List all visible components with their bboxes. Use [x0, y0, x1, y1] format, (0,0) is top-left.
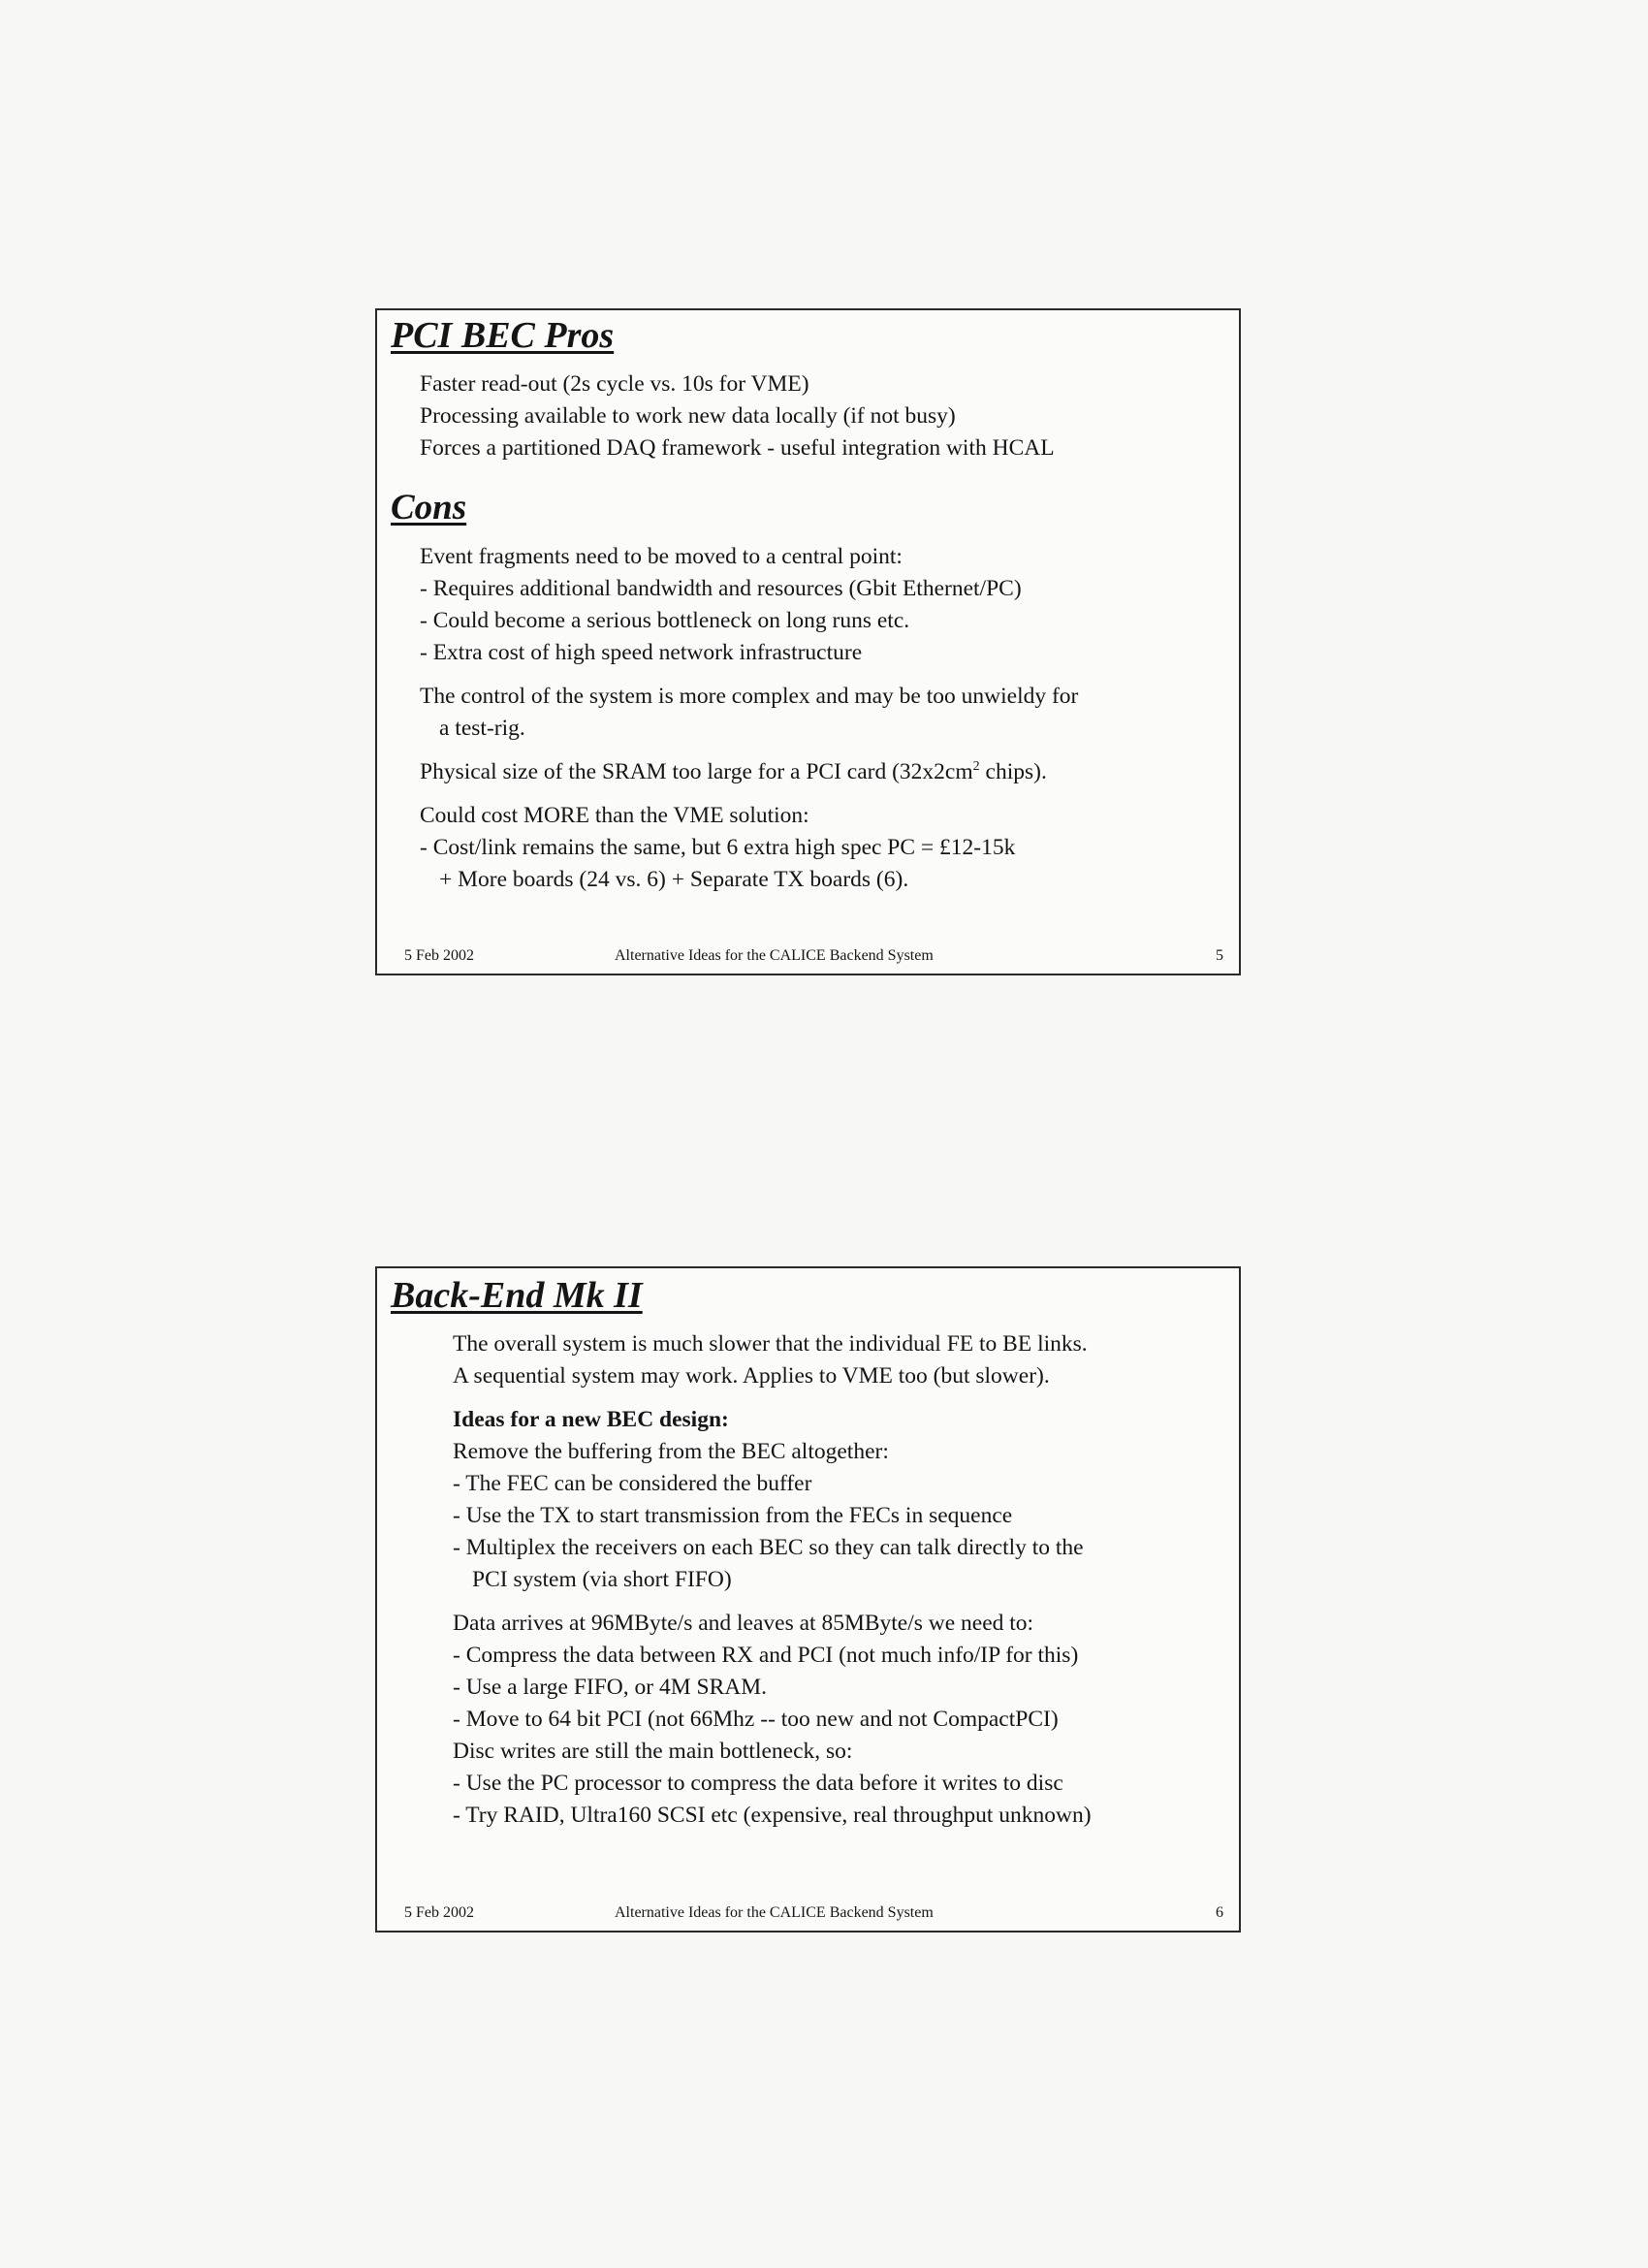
- pros-line: Processing available to work new data locally (if not busy): [420, 403, 956, 429]
- pros-line: Forces a partitioned DAQ framework - useful integration with HCAL: [420, 435, 1055, 461]
- idea-line: - The FEC can be considered the buffer: [453, 1471, 812, 1496]
- idea-line: PCI system (via short FIFO): [472, 1567, 732, 1592]
- control-line: a test-rig.: [439, 716, 525, 741]
- idea-line: - Multiplex the receivers on each BEC so they can talk directly to the: [453, 1535, 1084, 1560]
- slide-6: [375, 1266, 1241, 1933]
- data-line: - Try RAID, Ultra160 SCSI etc (expensive, real throughput unknown): [453, 1803, 1092, 1828]
- control-line: The control of the system is more complex and may be too unwieldy for: [420, 684, 1079, 709]
- footer-page-number: 5: [1216, 947, 1223, 964]
- footer-title: Alternative Ideas for the CALICE Backend System: [615, 947, 934, 964]
- intro-line: The overall system is much slower that the individual FE to BE links.: [453, 1331, 1088, 1357]
- footer-page-number: 6: [1216, 1904, 1223, 1921]
- cons-line: - Requires additional bandwidth and resources (Gbit Ethernet/PC): [420, 576, 1022, 601]
- idea-line: Remove the buffering from the BEC altogether:: [453, 1439, 889, 1464]
- ideas-heading: Ideas for a new BEC design:: [453, 1407, 729, 1432]
- data-line: - Compress the data between RX and PCI (not much info/IP for this): [453, 1643, 1079, 1668]
- data-line: - Use a large FIFO, or 4M SRAM.: [453, 1675, 767, 1700]
- cons-list: [420, 541, 1078, 896]
- data-line: Disc writes are still the main bottleneck, so:: [453, 1739, 853, 1764]
- pros-line: Faster read-out (2s cycle vs. 10s for VME): [420, 371, 809, 397]
- data-line: Data arrives at 96MByte/s and leaves at 85MByte/s we need to:: [453, 1611, 1034, 1636]
- idea-line: - Use the TX to start transmission from the FECs in sequence: [453, 1503, 1013, 1528]
- slide-footer: [377, 1901, 1239, 1931]
- cost-line: Could cost MORE than the VME solution:: [420, 803, 809, 828]
- footer-date: 5 Feb 2002: [404, 947, 474, 964]
- footer-date: 5 Feb 2002: [404, 1904, 474, 1921]
- cons-line: - Extra cost of high speed network infrastructure: [420, 640, 863, 665]
- data-line: - Use the PC processor to compress the data before it writes to disc: [453, 1771, 1063, 1796]
- cost-line: - Cost/link remains the same, but 6 extra high spec PC = £12-15k: [420, 835, 1016, 860]
- cons-line: - Could become a serious bottleneck on long runs etc.: [420, 608, 910, 633]
- slide-body: [453, 1328, 1092, 1832]
- slide-title: PCI BEC Pros: [391, 315, 615, 356]
- cons-title: Cons: [391, 488, 467, 527]
- data-line: - Move to 64 bit PCI (not 66Mhz -- too new and not CompactPCI): [453, 1707, 1059, 1732]
- slide-title: Back-End Mk II: [391, 1275, 643, 1316]
- cost-line: + More boards (24 vs. 6) + Separate TX boards (6).: [439, 867, 909, 892]
- sram-line: Physical size of the SRAM too large for a PCI card ($32x2cm^2$ chips).: [420, 759, 1047, 784]
- cons-line: Event fragments need to be moved to a central point:: [420, 544, 903, 569]
- footer-title: Alternative Ideas for the CALICE Backend System: [615, 1904, 934, 1921]
- slide-footer: [377, 944, 1239, 974]
- slide-5: [375, 308, 1241, 975]
- pros-list: [420, 368, 1055, 464]
- intro-line: A sequential system may work. Applies to VME too (but slower).: [453, 1363, 1050, 1389]
